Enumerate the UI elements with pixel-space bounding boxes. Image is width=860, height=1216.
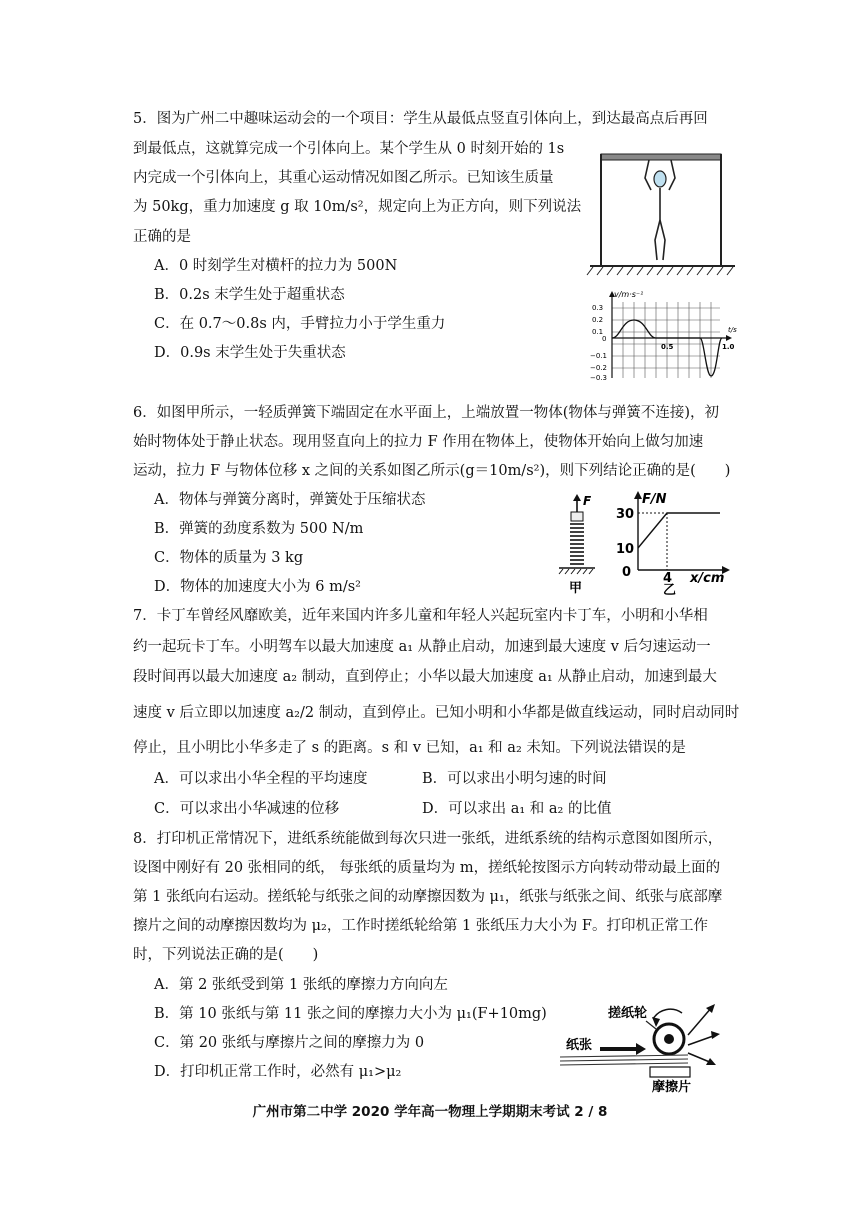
- paper-label: 纸张: [566, 1038, 593, 1053]
- vt-ytick-2: 0.1: [592, 328, 604, 336]
- vt-ytick-1: 0.2: [592, 316, 604, 324]
- force-displacement-graph: [610, 488, 735, 596]
- paper-feed-figure: [560, 995, 735, 1095]
- q5-line-2: 到最低点，这就算完成一个引体向上。某个学生从 0 时刻开始的 1s: [133, 141, 565, 157]
- q7-option-c: C．可以求出小华减速的位移: [154, 801, 340, 817]
- force-label: F: [583, 494, 592, 508]
- q6-option-d: D．物体的加速度大小为 6 m/s²: [154, 579, 361, 595]
- q7-line-4: 速度 v 后立即以加速度 a₂/2 制动，直到停止。已知小明和小华都是做直线运动，同时启动同时: [133, 705, 740, 721]
- q5-line-4: 为 50kg，重力加速度 g 取 10m/s²，规定向上为正方向，则下列说法: [133, 199, 582, 215]
- q5-line-1: 5．图为广州二中趣味运动会的一个项目：学生从最低点竖直引体向上，到达最高点后再回: [133, 111, 708, 127]
- q5-option-b: B．0.2s 末学生处于超重状态: [154, 287, 345, 303]
- q7-line-3: 段时间再以最大加速度 a₂ 制动，直到停止；小华以最大加速度 a₁ 从静止启动，加速到最大: [133, 669, 717, 685]
- vt-ylabel: v/m·s⁻¹: [614, 290, 644, 299]
- vt-ytick-5: −0.2: [590, 364, 607, 372]
- pad-label: 摩擦片: [652, 1080, 692, 1095]
- fig-jia-label: 甲: [569, 581, 583, 596]
- q5-line-3: 内完成一个引体向上，其重心运动情况如图乙所示。已知该生质量: [133, 170, 554, 186]
- spring-figure: [555, 492, 615, 596]
- q7-option-d: D．可以求出 a₁ 和 a₂ 的比值: [422, 801, 612, 817]
- fx-y-high: 30: [616, 507, 635, 522]
- q8-line-3: 第 1 张纸向右运动。搓纸轮与纸张之间的动摩擦因数为 μ₁，纸张与纸张之间、纸张与底部摩: [133, 889, 723, 905]
- q6-option-c: C．物体的质量为 3 kg: [154, 550, 304, 566]
- q7-line-5: 停止，且小明比小华多走了 s 的距离。s 和 v 已知，a₁ 和 a₂ 未知。下列说法错误的是: [133, 740, 686, 756]
- q6-line-3: 运动，拉力 F 与物体位移 x 之间的关系如图乙所示(g＝10m/s²)，则下列结论正确的是( ): [133, 463, 731, 479]
- q8-line-2: 设图中刚好有 20 张相同的纸， 每张纸的质量均为 m，搓纸轮按图示方向转动带动最上面的: [133, 860, 721, 876]
- vt-xlabel: t/s: [728, 326, 737, 334]
- fx-ylabel: F/N: [642, 492, 667, 507]
- pullup-figure: [585, 148, 740, 278]
- q6-line-2: 始时物体处于静止状态。现用竖直向上的拉力 F 作用在物体上，使物体开始向上做匀加速: [133, 434, 704, 450]
- vt-xtick-end: 1.0: [722, 343, 735, 351]
- fx-y-low: 10: [616, 542, 635, 557]
- q7-option-a: A．可以求出小华全程的平均速度: [154, 771, 368, 787]
- fig-yi-label: 乙: [663, 583, 677, 596]
- q6-option-a: A．物体与弹簧分离时，弹簧处于压缩状态: [154, 492, 426, 508]
- q8-option-a: A．第 2 张纸受到第 1 张纸的摩擦力方向向左: [154, 977, 448, 993]
- fx-x-tick: 4: [663, 571, 673, 586]
- q8-line-1: 8．打印机正常情况下，进纸系统能做到每次只进一张纸，进纸系统的结构示意图如图所示，: [133, 831, 723, 847]
- vt-ytick-6: −0.3: [590, 374, 607, 382]
- q5-option-c: C．在 0.7～0.8s 内，手臂拉力小于学生重力: [154, 316, 446, 332]
- q8-line-5: 时，下列说法正确的是( ): [133, 947, 319, 963]
- velocity-time-graph: [590, 288, 740, 383]
- page-footer: 广州市第二中学 2020 学年高一物理上学期期末考试 2 / 8: [252, 1104, 608, 1120]
- fx-origin: 0: [622, 565, 632, 580]
- q8-option-b: B．第 10 张纸与第 11 张之间的摩擦力大小为 μ₁(F+10mg): [154, 1006, 547, 1022]
- q7-line-2: 约一起玩卡丁车。小明驾车以最大加速度 a₁ 从静止启动，加速到最大速度 v 后匀速运动一: [133, 639, 711, 655]
- vt-ytick-0: 0.3: [592, 304, 604, 312]
- vt-ytick-4: −0.1: [590, 352, 607, 360]
- q8-option-c: C．第 20 张纸与摩擦片之间的摩擦力为 0: [154, 1035, 425, 1051]
- q6-line-1: 6．如图甲所示，一轻质弹簧下端固定在水平面上，上端放置一物体(物体与弹簧不连接)，初: [133, 405, 720, 421]
- q5-line-5: 正确的是: [133, 229, 191, 245]
- q6-option-b: B．弹簧的劲度系数为 500 N/m: [154, 521, 364, 537]
- q5-option-a: A．0 时刻学生对横杆的拉力为 500N: [154, 258, 398, 274]
- roller-label: 搓纸轮: [608, 1006, 648, 1021]
- q8-line-4: 擦片之间的动摩擦因数均为 μ₂，工作时搓纸轮给第 1 张纸压力大小为 F。打印机正常工作: [133, 918, 708, 934]
- fx-xlabel: x/cm: [690, 571, 725, 586]
- q7-option-b: B．可以求出小明匀速的时间: [422, 771, 607, 787]
- q8-option-d: D．打印机正常工作时，必然有 μ₁>μ₂: [154, 1064, 402, 1080]
- vt-ytick-3: 0: [602, 335, 607, 343]
- vt-xtick-mid: 0.5: [661, 343, 674, 351]
- q7-line-1: 7．卡丁车曾经风靡欧美，近年来国内许多儿童和年轻人兴起玩室内卡丁车，小明和小华相: [133, 608, 708, 624]
- q5-option-d: D．0.9s 末学生处于失重状态: [154, 345, 346, 361]
